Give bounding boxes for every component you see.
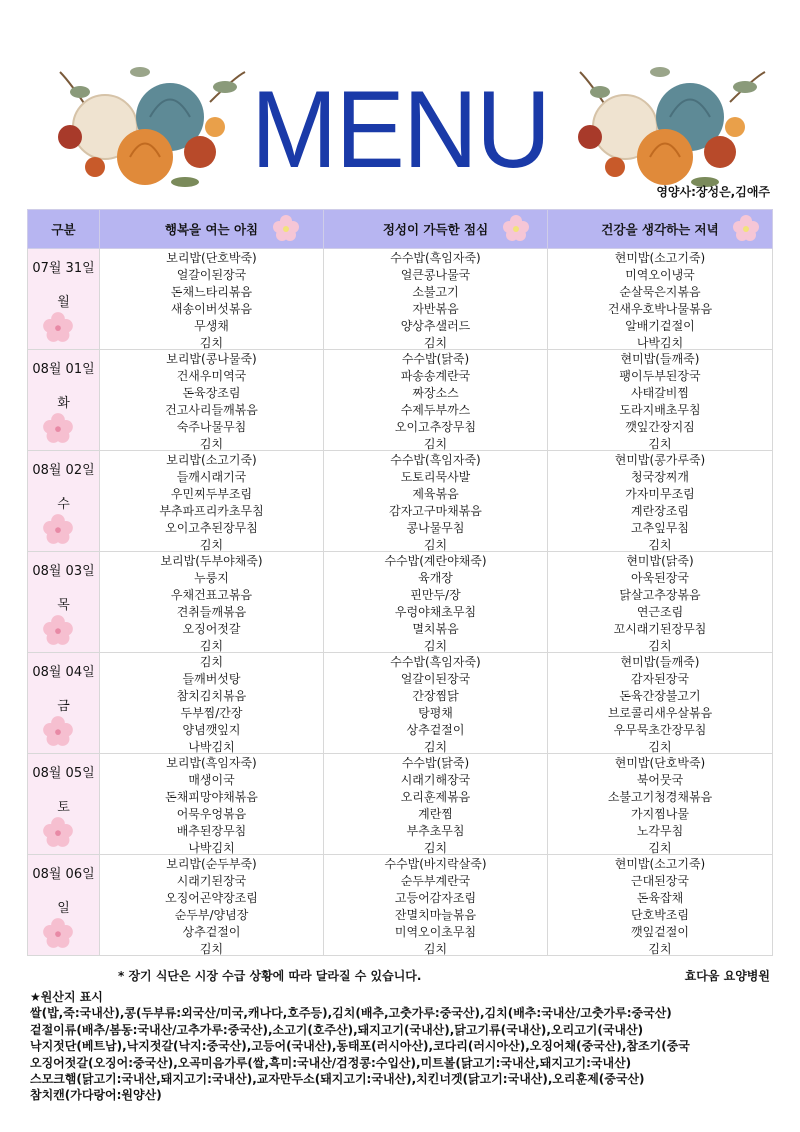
menu-item: 소불고기 xyxy=(412,285,459,299)
menu-item: 얼갈이된장국 xyxy=(400,672,471,686)
dinner-cell xyxy=(548,754,773,855)
menu-item: 숙주나물무침 xyxy=(176,420,247,434)
lunch-cell xyxy=(324,552,548,653)
menu-item: 수수밥(닭죽) xyxy=(401,352,470,366)
menu-item: 우채건표고볶음 xyxy=(170,588,253,602)
table-row xyxy=(28,653,773,754)
flower-icon xyxy=(272,214,300,242)
flower-icon xyxy=(732,214,760,242)
menu-item: 단호박조림 xyxy=(631,908,689,922)
day-cell xyxy=(28,249,100,350)
menu-item: 우무묵초간장무침 xyxy=(613,723,707,737)
flower-icon xyxy=(502,214,530,242)
menu-item: 건고사리들깨볶음 xyxy=(165,403,258,417)
menu-item: 수수밥(바지락살죽) xyxy=(384,857,487,871)
menu-item: 돈채피망야채볶음 xyxy=(165,790,258,804)
table-row xyxy=(28,350,773,451)
menu-item: 팽이두부된장국 xyxy=(619,369,701,383)
menu-item: 시래기해장국 xyxy=(400,773,471,787)
day-of-week: 일 xyxy=(57,901,70,916)
menu-item: 깻잎간장지짐 xyxy=(625,420,695,434)
menu-item: 어묵우엉볶음 xyxy=(176,807,247,821)
day-cell xyxy=(28,451,100,552)
menu-item: 현미밥(닭죽) xyxy=(626,554,694,568)
menu-item: 현미밥(단호박죽) xyxy=(614,756,706,770)
menu-item: 얼큰콩나물국 xyxy=(400,268,471,282)
menu-item: 미역오이냉국 xyxy=(625,268,695,282)
menu-item: 순두부계란국 xyxy=(400,874,471,888)
menu-item: 도라지배초무침 xyxy=(619,403,701,417)
menu-item: 참치김치볶음 xyxy=(176,689,247,703)
menu-item: 건새우미역국 xyxy=(176,369,247,383)
menu-item: 상추겉절이 xyxy=(182,925,241,939)
menu-item: 탕평채 xyxy=(418,706,453,720)
column-header-category: 구분 xyxy=(28,210,100,249)
dinner-cell xyxy=(548,855,773,956)
menu-item: 사태갈비찜 xyxy=(631,386,689,400)
flower-icon xyxy=(42,513,74,545)
dinner-cell xyxy=(548,350,773,451)
menu-item: 김치 xyxy=(648,841,672,855)
lunch-cell xyxy=(324,451,548,552)
menu-item: 배추된장무침 xyxy=(176,824,247,838)
menu-item: 잔멸치마늘볶음 xyxy=(394,908,477,922)
flower-icon xyxy=(42,917,74,949)
origin-line: 쌀(밥,죽:국내산),콩(두부류:외국산/미국,캐나다,호주등),김치(배추,고춧가루:중국산),김치(배추:국내산/고춧가루:중국산) xyxy=(30,1006,672,1021)
menu-item: 가자미무조림 xyxy=(625,487,695,501)
menu-item: 양념깻잎지 xyxy=(182,723,241,737)
hospital-name: 효다움 요양병원 xyxy=(684,969,770,983)
menu-item: 북어뭇국 xyxy=(636,773,684,787)
column-header-label: 행복을 여는 아침 xyxy=(164,222,259,237)
menu-item: 오이고추된장무침 xyxy=(165,521,258,535)
menu-item: 나박김치 xyxy=(188,740,235,754)
day-of-week: 토 xyxy=(57,800,70,815)
menu-item: 상추겉절이 xyxy=(406,723,465,737)
menu-item: 청국장찌개 xyxy=(631,470,689,484)
menu-item: 돈육장조림 xyxy=(182,386,241,400)
table-row xyxy=(28,451,773,552)
breakfast-cell xyxy=(100,249,324,350)
lunch-cell xyxy=(324,754,548,855)
menu-item: 김치 xyxy=(199,336,224,350)
menu-item: 김치 xyxy=(199,437,224,451)
weekly-menu-table xyxy=(27,209,773,956)
menu-item: 수수밥(흑임자죽) xyxy=(390,251,481,265)
menu-item: 김치 xyxy=(199,538,224,552)
menu-item: 김치 xyxy=(423,942,448,956)
table-row xyxy=(28,249,773,350)
origin-line: 낙지젓단(베트남),낙지젓갈(낙지:중국산),고등어(국내산),동태포(러시아산),코다리(러시아산),오징어채(중국산),참조기(중국 xyxy=(30,1039,690,1054)
day-of-week: 목 xyxy=(57,598,70,613)
menu-item: 계란장조림 xyxy=(631,504,689,518)
column-header-lunch xyxy=(324,210,548,249)
day-of-week: 수 xyxy=(57,497,70,512)
dinner-cell xyxy=(548,653,773,754)
flower-icon xyxy=(42,311,74,343)
menu-item: 보리밥(콩나물죽) xyxy=(166,352,257,366)
day-cell xyxy=(28,855,100,956)
breakfast-cell xyxy=(100,855,324,956)
menu-item: 누룽지 xyxy=(194,571,229,585)
menu-item: 간장찜닭 xyxy=(412,689,459,703)
day-date: 08월 03일 xyxy=(32,564,95,579)
menu-item: 나박김치 xyxy=(636,336,684,350)
breakfast-cell xyxy=(100,552,324,653)
menu-item: 돈육잡채 xyxy=(636,891,684,905)
menu-item: 멸치볶음 xyxy=(412,622,459,636)
origin-line: 오징어젓갈(오징어:중국산),오곡미음가루(쌀,흑미:국내산/검정콩:수입산),미트볼(닭고기:국내산,돼지고기:국내산) xyxy=(30,1055,632,1070)
menu-item: 보리밥(두부야채죽) xyxy=(160,554,263,568)
column-header-breakfast xyxy=(100,210,324,249)
menu-item: 김치 xyxy=(199,639,224,653)
menu-item: 자반볶음 xyxy=(412,302,459,316)
menu-item: 알배기겉절이 xyxy=(625,319,695,333)
menu-item: 무생채 xyxy=(194,319,229,333)
origin-title: ★원산지 표시 xyxy=(30,990,103,1004)
menu-item: 보리밥(순두부죽) xyxy=(166,857,257,871)
menu-item: 김치 xyxy=(199,942,224,956)
menu-item: 우렁야채초무침 xyxy=(394,605,477,619)
menu-item: 순살묵은지볶음 xyxy=(619,285,701,299)
lunch-cell xyxy=(324,855,548,956)
menu-item: 김치 xyxy=(423,740,448,754)
menu-item: 나박김치 xyxy=(188,841,235,855)
column-header-dinner xyxy=(548,210,773,249)
menu-item: 짜장소스 xyxy=(412,386,459,400)
day-of-week: 월 xyxy=(57,295,70,310)
menu-item: 건새우호박나물볶음 xyxy=(607,302,713,316)
menu-item: 김치 xyxy=(199,655,224,669)
menu-item: 김치 xyxy=(648,538,672,552)
day-of-week: 화 xyxy=(57,396,70,411)
menu-item: 아욱된장국 xyxy=(631,571,689,585)
menu-item: 오징어젓갈 xyxy=(182,622,241,636)
page-title: MENU xyxy=(250,69,550,191)
day-date: 08월 01일 xyxy=(32,362,95,377)
day-date: 08월 05일 xyxy=(32,766,95,781)
table-row xyxy=(28,552,773,653)
menu-item: 수수밥(닭죽) xyxy=(401,756,470,770)
menu-item: 근대된장국 xyxy=(631,874,689,888)
day-date: 08월 06일 xyxy=(32,867,95,882)
flower-icon xyxy=(42,715,74,747)
menu-item: 감자된장국 xyxy=(631,672,689,686)
day-date: 07월 31일 xyxy=(32,261,95,276)
dinner-cell xyxy=(548,451,773,552)
menu-item: 고추잎무침 xyxy=(631,521,689,535)
menu-item: 제육볶음 xyxy=(412,487,459,501)
origin-line: 스모크햄(닭고기:국내산,돼지고기:국내산),교자만두소(돼지고기:국내산),치킨너겟(닭고기:국내산),오리훈제(중국산) xyxy=(30,1072,645,1087)
menu-item: 브로콜리새우살볶음 xyxy=(607,706,713,720)
menu-item: 돈육간장불고기 xyxy=(619,689,701,703)
menu-item: 현미밥(들깨죽) xyxy=(620,655,700,669)
dinner-cell xyxy=(548,249,773,350)
menu-item: 새송이버섯볶음 xyxy=(170,302,253,316)
menu-item: 시래기된장국 xyxy=(176,874,247,888)
menu-item: 오리훈제볶음 xyxy=(400,790,471,804)
menu-item: 두부찜/간장 xyxy=(180,706,243,720)
menu-item: 파송송계란국 xyxy=(400,369,471,383)
menu-item: 부추파프리카초무침 xyxy=(159,504,264,518)
menu-item: 감자고구마채볶음 xyxy=(389,504,482,518)
origin-section xyxy=(30,989,790,1104)
menu-item: 미역오이초무침 xyxy=(394,925,477,939)
menu-item: 매생이국 xyxy=(188,773,235,787)
day-cell xyxy=(28,754,100,855)
menu-item: 현미밥(들깨죽) xyxy=(620,352,700,366)
column-header-label: 건강을 생각하는 저녁 xyxy=(601,222,719,237)
day-cell xyxy=(28,552,100,653)
origin-line: 겉절이류(배추/봄동:국내산/고추가루:중국산),소고기(호주산),돼지고기(국내산),닭고기류(국내산),오리고기(국내산) xyxy=(30,1022,644,1037)
menu-item: 계란찜 xyxy=(418,807,453,821)
menu-item: 김치 xyxy=(648,639,672,653)
dietitian-label: 영양사:장성은,김애주 xyxy=(656,185,770,199)
breakfast-cell xyxy=(100,754,324,855)
lunch-cell xyxy=(324,653,548,754)
menu-item: 도토리묵사발 xyxy=(400,470,471,484)
day-of-week: 금 xyxy=(57,699,70,714)
menu-item: 돈채느타리볶음 xyxy=(170,285,253,299)
column-header-label: 정성이 가득한 점심 xyxy=(382,222,489,237)
menu-item: 꼬시래기된장무침 xyxy=(613,622,707,636)
day-date: 08월 02일 xyxy=(32,463,95,478)
menu-item: 부추초무침 xyxy=(406,824,465,838)
menu-item: 견취들깨볶음 xyxy=(176,605,247,619)
table-header-row xyxy=(28,210,773,249)
menu-item: 닭살고추장볶음 xyxy=(619,588,701,602)
dinner-cell xyxy=(548,552,773,653)
breakfast-cell xyxy=(100,350,324,451)
menu-item: 보리밥(소고기죽) xyxy=(166,453,257,467)
menu-item: 김치 xyxy=(423,841,448,855)
lunch-cell xyxy=(324,350,548,451)
menu-item: 김치 xyxy=(423,538,448,552)
menu-item: 육개장 xyxy=(418,571,453,585)
menu-item: 오이고추장무침 xyxy=(394,420,477,434)
menu-item: 순두부/양념장 xyxy=(174,908,249,922)
menu-item: 깻잎겉절이 xyxy=(631,925,689,939)
menu-item: 오징어곤약장조림 xyxy=(165,891,258,905)
menu-item: 수수밥(흑임자죽) xyxy=(390,453,481,467)
menu-item: 우민찌두부조림 xyxy=(170,487,253,501)
menu-item: 노각무침 xyxy=(636,824,684,838)
menu-item: 현미밥(소고기죽) xyxy=(614,251,706,265)
menu-item: 양상추샐러드 xyxy=(400,319,471,333)
lunch-cell xyxy=(324,249,548,350)
menu-item: 수수밥(계란야채죽) xyxy=(384,554,487,568)
menu-item: 보리밥(단호박죽) xyxy=(166,251,257,265)
menu-item: 김치 xyxy=(648,437,672,451)
menu-item: 핀만두/장 xyxy=(410,588,461,602)
menu-item: 연근조림 xyxy=(636,605,684,619)
menu-item: 고등어감자조림 xyxy=(394,891,477,905)
flower-icon xyxy=(42,412,74,444)
menu-item: 김치 xyxy=(648,740,672,754)
origin-line: 참치캔(가다랑어:원양산) xyxy=(30,1088,162,1103)
menu-item: 수수밥(흑임자죽) xyxy=(390,655,481,669)
menu-item: 가지찜나물 xyxy=(631,807,689,821)
menu-item: 현미밥(콩가루죽) xyxy=(614,453,706,467)
menu-item: 김치 xyxy=(423,639,448,653)
menu-item: 현미밥(소고기죽) xyxy=(614,857,706,871)
day-cell xyxy=(28,653,100,754)
breakfast-cell xyxy=(100,653,324,754)
menu-item: 김치 xyxy=(423,336,448,350)
table-row xyxy=(28,754,773,855)
menu-item: 들깨시래기국 xyxy=(176,470,247,484)
menu-item: 김치 xyxy=(648,942,672,956)
menu-item: 콩나물무침 xyxy=(406,521,465,535)
flower-icon xyxy=(42,816,74,848)
menu-change-note: * 장기 식단은 시장 수급 상황에 따라 달라질 수 있습니다. xyxy=(118,969,422,983)
menu-item: 수제두부까스 xyxy=(400,403,471,417)
menu-item: 얼갈이된장국 xyxy=(176,268,247,282)
breakfast-cell xyxy=(100,451,324,552)
menu-item: 소불고기청경채볶음 xyxy=(607,790,713,804)
flower-icon xyxy=(42,614,74,646)
menu-item: 보리밥(흑임자죽) xyxy=(166,756,257,770)
menu-item: 들깨버섯탕 xyxy=(182,672,241,686)
menu-item: 김치 xyxy=(423,437,448,451)
table-row xyxy=(28,855,773,956)
day-date: 08월 04일 xyxy=(32,665,95,680)
day-cell xyxy=(28,350,100,451)
